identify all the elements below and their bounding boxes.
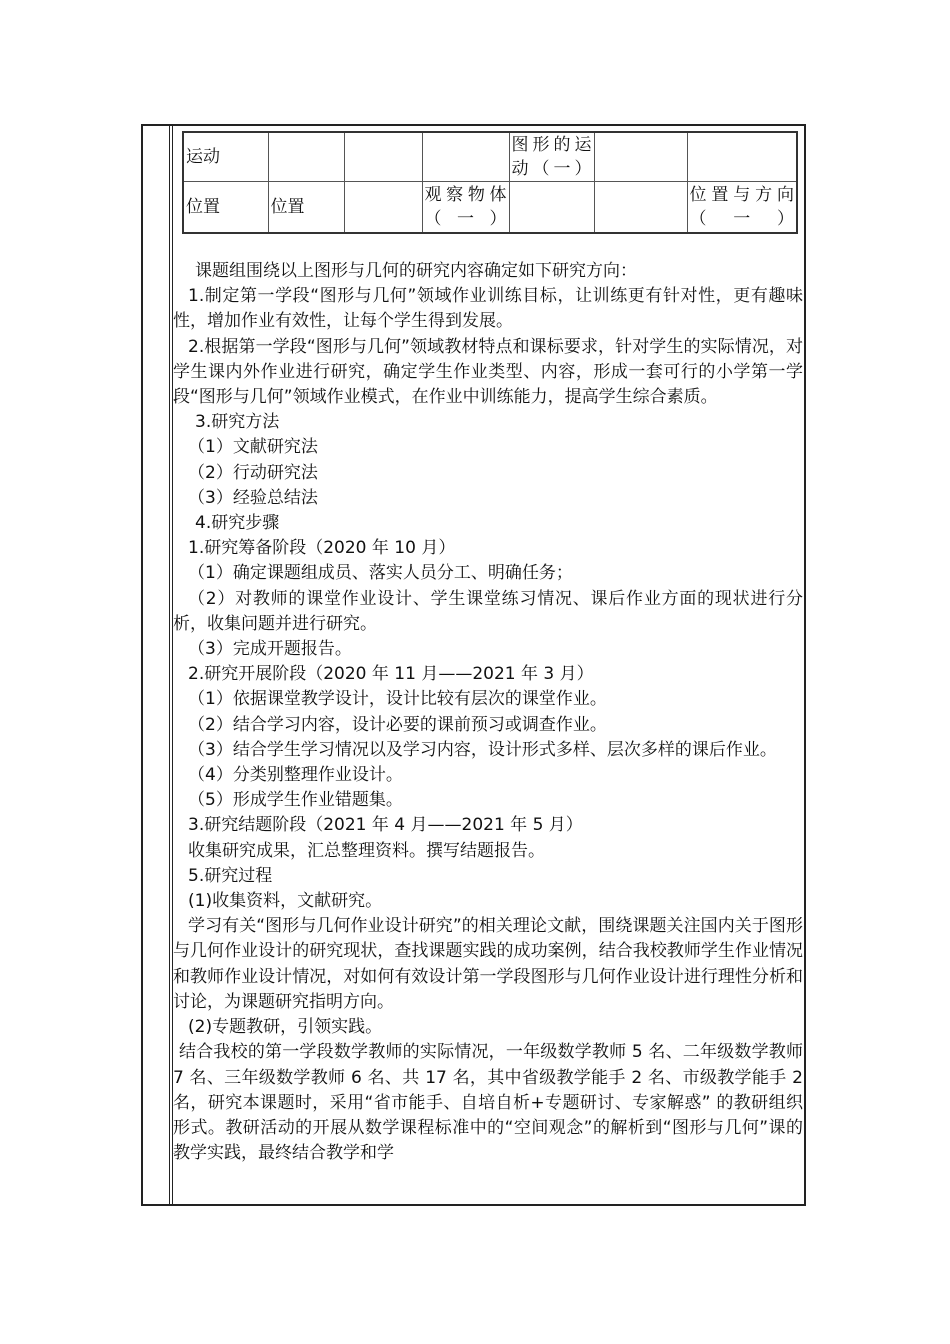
table-row <box>183 132 797 182</box>
content-table <box>182 131 798 234</box>
table-cell <box>509 182 594 234</box>
paragraph: (1)收集资料，文献研究。 <box>188 891 383 912</box>
paragraph: （1）确定课题组成员、落实人员分工、明确任务； <box>188 563 573 584</box>
paragraph: （3）完成开题报告。 <box>188 639 352 660</box>
paragraph: （2）行动研究法 <box>188 462 318 483</box>
table-cell: 观察物体（一） <box>422 182 509 234</box>
table-cell <box>594 182 687 234</box>
table-cell <box>594 132 687 182</box>
paragraph: （2）结合学习内容，设计必要的课前预习或调查作业。 <box>188 714 607 735</box>
paragraph: 学习有关“图形与几何作业设计研究”的相关理论文献，围绕课题关注国内关于图形与几何作业设计的研究现状，查找课题实践的成功案例，结合我校教师学生作业情况和教师作业设计情况，对如何有效设计第一学段图形与几何作业设计进行理性分析和讨论，为课题研究指明方向。 <box>173 916 803 1012</box>
table-cell: 位置 <box>183 182 268 234</box>
paragraph: (2)专题教研，引领实践。 <box>188 1017 383 1038</box>
paragraph: 2.根据第一学段“图形与几何”领域教材特点和课标要求，针对学生的实际情况，对学生课内外作业进行研究，确定学生作业类型、内容，形成一套可行的小学第一学段“图形与几何”领域作业模式，在作业中训练能力，提高学生综合素质。 <box>173 336 803 408</box>
table-cell: 位置与方向（一） <box>687 182 797 234</box>
paragraph: 3.研究方法 <box>195 412 280 433</box>
table-cell: 运动 <box>183 132 268 182</box>
paragraph: （1）文献研究法 <box>188 437 318 458</box>
table-cell <box>268 132 344 182</box>
paragraph: 课题组围绕以上图形与几何的研究内容确定如下研究方向： <box>195 261 637 281</box>
table-cell: 图形的运动（一） <box>509 132 594 182</box>
paragraph: 1.制定第一学段“图形与几何”领域作业训练目标，让训练更有针对性，更有趣味性，增加作业有效性，让每个学生得到发展。 <box>173 286 803 332</box>
paragraph: 3.研究结题阶段（2021 年 4 月——2021 年 5 月） <box>188 815 583 836</box>
paragraph: 收集研究成果，汇总整理资料。撰写结题报告。 <box>188 840 545 861</box>
paragraph: 4.研究步骤 <box>195 513 280 534</box>
paragraph: （3）结合学生学习情况以及学习内容，设计形式多样、层次多样的课后作业。 <box>188 739 777 760</box>
body-text <box>173 259 803 1166</box>
table-cell <box>422 132 509 182</box>
paragraph: 5.研究过程 <box>188 865 273 886</box>
table-row <box>183 182 797 234</box>
table-cell <box>344 182 422 234</box>
table-cell <box>344 132 422 182</box>
paragraph: 结合我校的第一学段数学教师的实际情况，一年级数学教师 5 名、二年级数学教师 7 名、三年级数学教师 6 名、共 17 名，其中省级教学能手 2 名、市级教学能手 2 名，研究本课题时，采用“省市能手、自培自析+专题研讨、专家解惑” 的教研组织形式。教研活动的开展从数学课程标准中的“空间观念”的解析到“图形与几何”课的教学实践，最终结合教学和学 <box>173 1042 803 1164</box>
paragraph: （5）形成学生作业错题集。 <box>188 790 403 811</box>
paragraph: 2.研究开展阶段（2020 年 11 月——2021 年 3 月） <box>188 664 594 685</box>
paragraph: （4）分类别整理作业设计。 <box>188 765 403 786</box>
paragraph: （2）对教师的课堂作业设计、学生课堂练习情况、课后作业方面的现状进行分析，收集问题并进行研究。 <box>173 588 803 634</box>
table-cell: 位置 <box>268 182 344 234</box>
paragraph: （1）依据课堂教学设计，设计比较有层次的课堂作业。 <box>188 689 607 710</box>
paragraph: （3）经验总结法 <box>188 487 318 508</box>
paragraph: 1.研究筹备阶段（2020 年 10 月） <box>188 538 456 559</box>
table-cell <box>687 132 797 182</box>
